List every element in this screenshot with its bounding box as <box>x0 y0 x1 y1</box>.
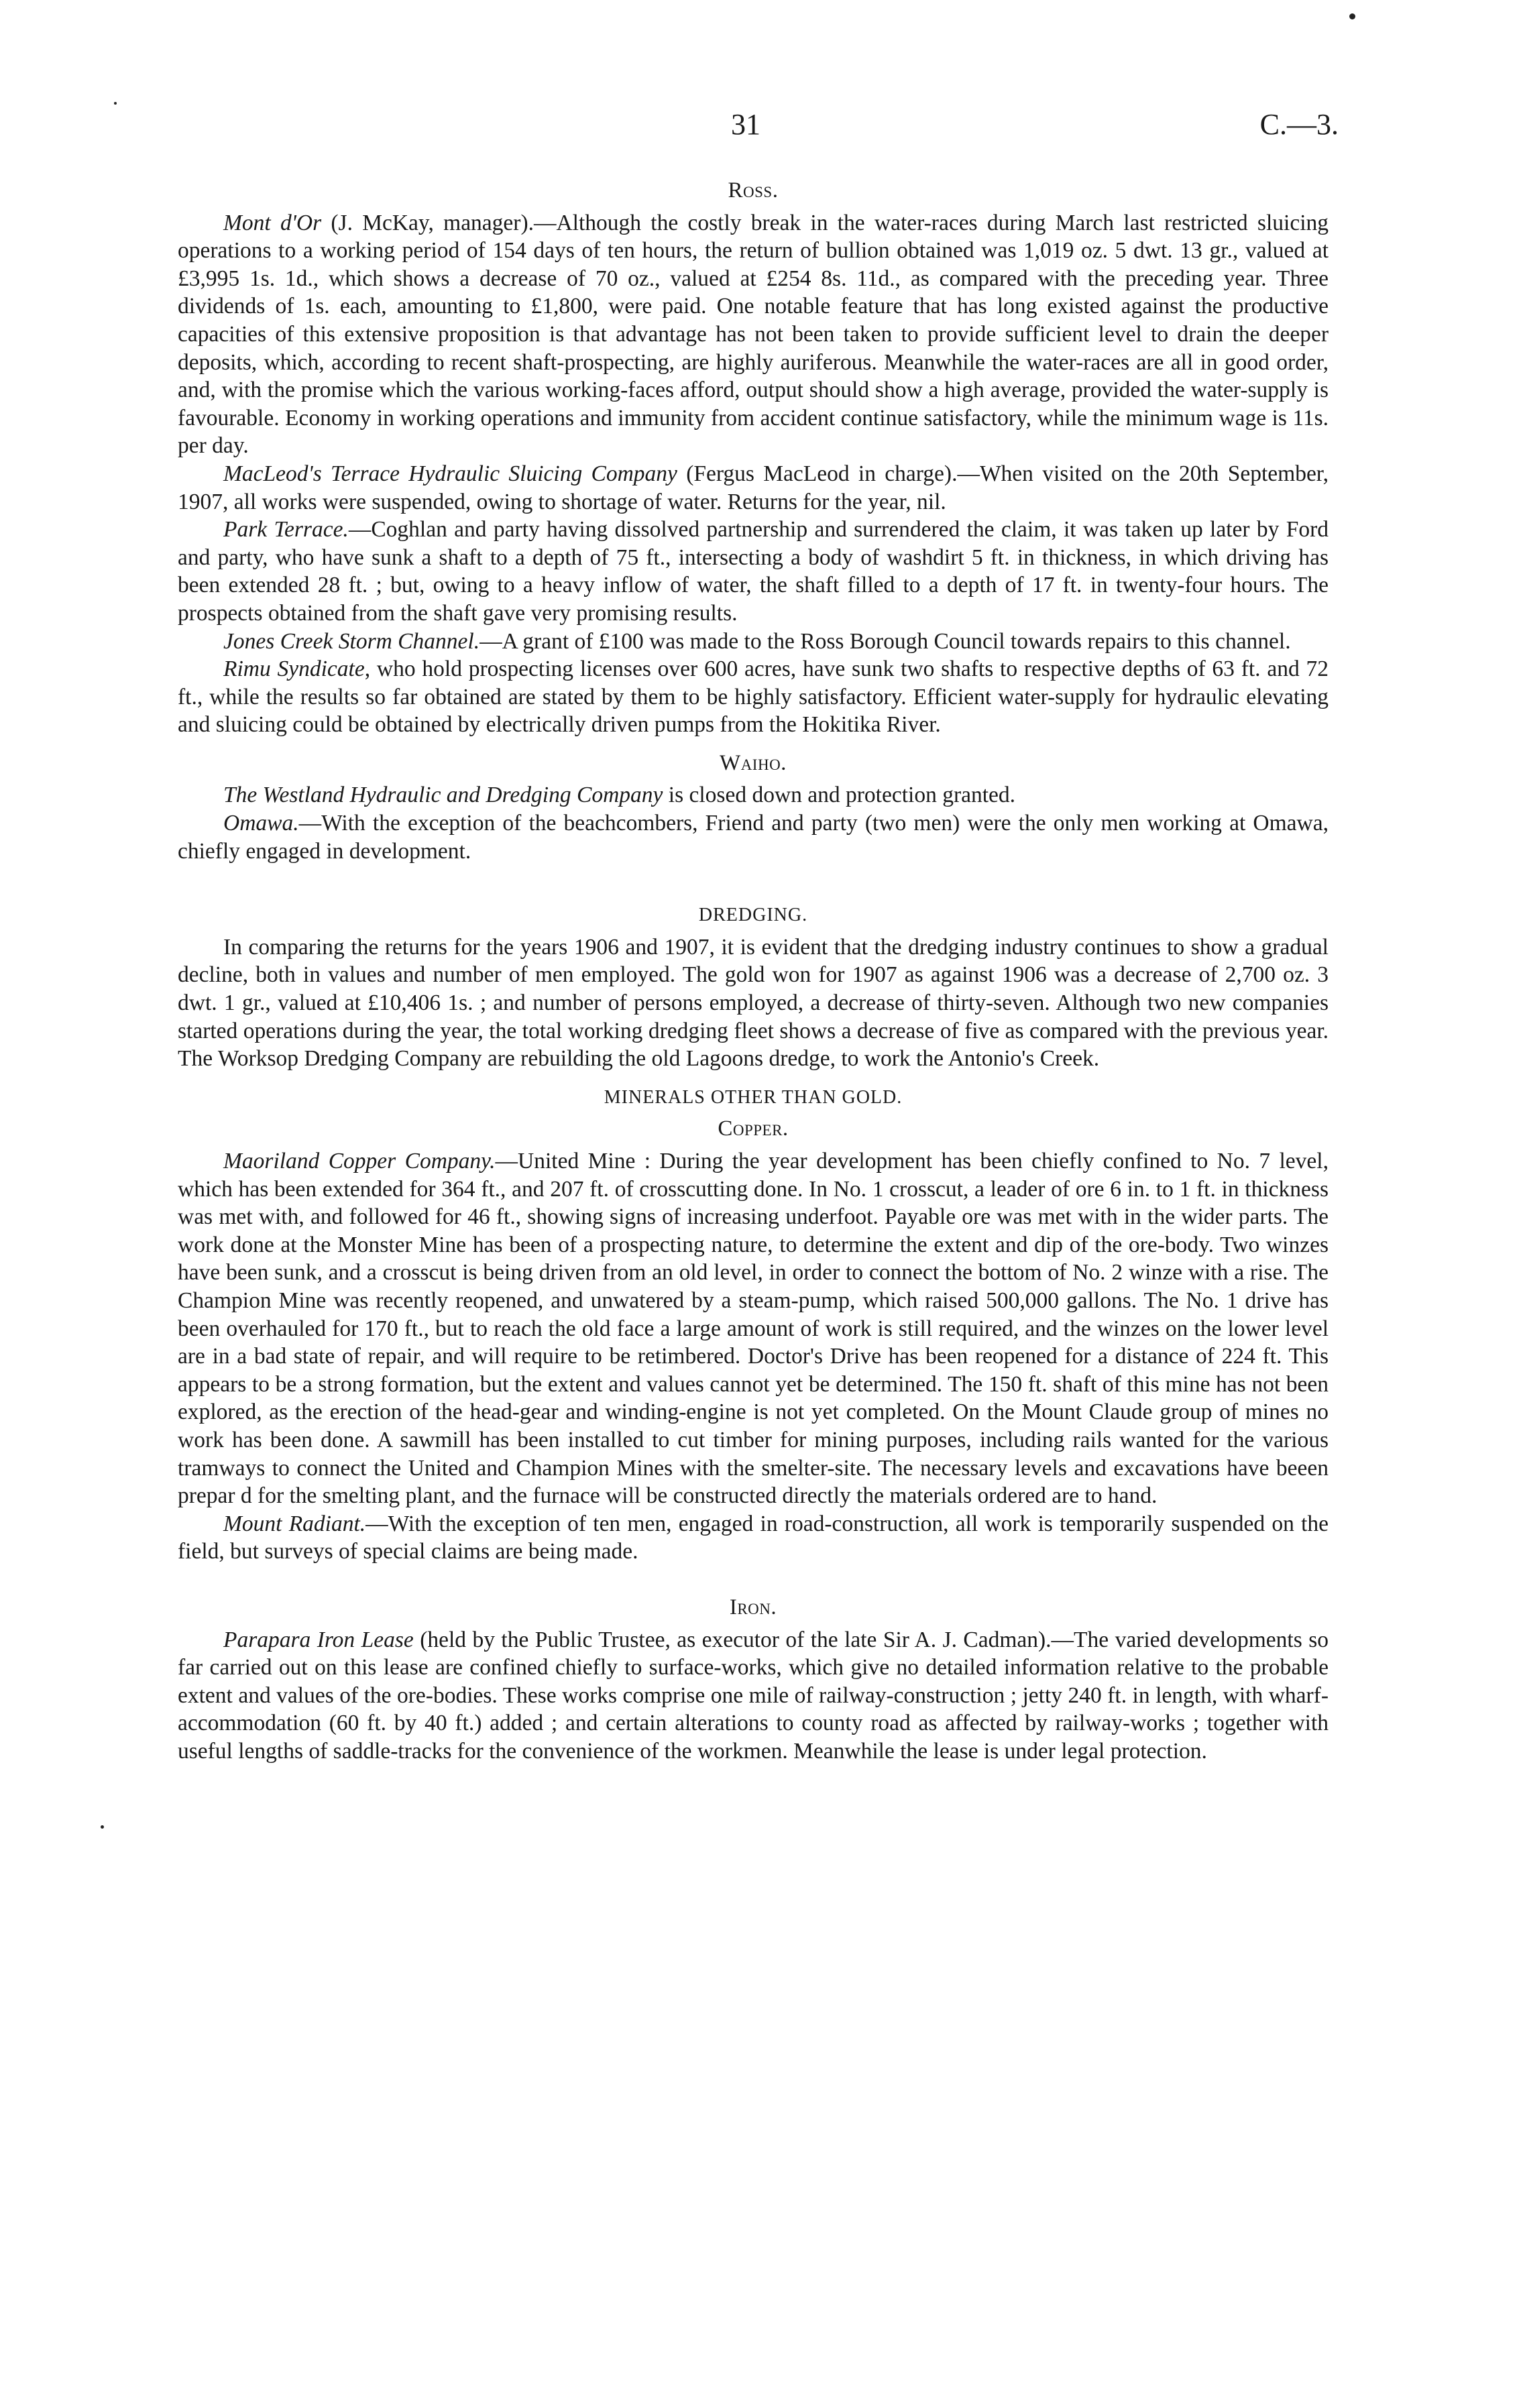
scan-speck <box>101 1825 104 1829</box>
section-heading-waiho: Waiho. <box>720 750 787 775</box>
paragraph-text: —With the exception of ten men, engaged in road-construction, all work is temporarily suspended on the field, but surveys of special claims are being made. <box>178 1511 1329 1564</box>
document-body <box>178 176 1329 1765</box>
section-heading-iron: Iron. <box>729 1595 777 1619</box>
paragraph <box>178 460 1329 516</box>
paragraph-text: (J. McKay, manager).—Although the costly break in the water-races during March last restricted sluicing operations to a working period of 154 days of ten hours, the return of bullion obtained was 1,019 oz. 5 dwt. 13 gr., valued at £3,995 1s. 1d., which shows a decrease of 70 oz., valued at £254 8s. 11d., as compared with the preceding year. Three dividends of 1s. each, amounting to £1,800, were paid. One notable feature that has long existed against the productive capacities of this extensive proposition is that advantage has not been taken to provide sufficient level to drain the deeper deposits, which, according to recent shaft-prospecting, are highly auriferous. Meanwhile the water-races are all in good order, and, with the promise which the various working-faces afford, output should show a high average, provided the water-supply is favourable. Economy in working operations and immunity from accident continue satisfactory, while the minimum wage is 11s. per day. <box>178 210 1329 459</box>
paragraph-lead: Omawa. <box>223 811 299 836</box>
page-header <box>0 107 1521 154</box>
paragraph-lead: Rimu Syndicate <box>223 656 365 682</box>
section-heading-minerals: MINERALS OTHER THAN GOLD. <box>604 1086 903 1108</box>
scan-speck <box>1349 13 1355 19</box>
paragraph-text: (held by the Public Trustee, as executor of the late Sir A. J. Cadman).—The varied developments so far carried out on this lease are confined chiefly to surface-works, which give no detailed information relative to the probable extent and values of the ore-bodies. These works comprise one mile of railway-construction ; jetty 240 ft. in length, with wharf-accommodation (60 ft. by 40 ft.) added ; and certain alterations to county road as affected by railway-works ; together with useful lengths of saddle-tracks for the convenience of the workmen. Meanwhile the lease is under legal protection. <box>178 1627 1329 1764</box>
paragraph <box>178 781 1329 809</box>
paragraph-lead: MacLeod's Terrace Hydraulic Sluicing Company <box>223 461 677 486</box>
page-reference: C.—3. <box>1259 108 1339 141</box>
paragraph-text: —Coghlan and party having dissolved partnership and surrendered the claim, it was taken up later by Ford and party, who have sunk a shaft to a depth of 75 ft., intersecting a body of washdirt 5 ft. in thickness, in which driving has been extended 28 ft. ; but, owing to a heavy inflow of water, the shaft filled to a depth of 17 ft. in twenty-four hours. The prospects obtained from the shaft gave very promising results. <box>178 517 1329 626</box>
paragraph-lead: The Westland Hydraulic and Dredging Company <box>223 783 663 808</box>
paragraph-lead: Mont d'Or <box>223 210 322 235</box>
paragraph-text: —A grant of £100 was made to the Ross Borough Council towards repairs to this channel. <box>480 628 1291 654</box>
paragraph-lead: Mount Radiant. <box>223 1511 366 1536</box>
paragraph-text: (Fergus MacLeod in charge).—When visited on the 20th September, 1907, all works were suspended, owing to shortage of water. Returns for the year, nil. <box>178 461 1329 514</box>
paragraph-text: In comparing the returns for the years 1906 and 1907, it is evident that the dredging industry continues to show a gradual decline, both in values and number of men employed. The gold won for 1907 as against 1906 was a decrease of 2,700 oz. 3 dwt. 1 gr., valued at £10,406 1s. ; and number of persons employed, a decrease of thirty-seven. Although two new companies started operations during the year, the total working dredging fleet shows a decrease of five as compared with the previous year. The Worksop Dredging Company are rebuilding the old Lagoons dredge, to work the Antonio's Creek. <box>178 934 1329 1072</box>
paragraph-text: —United Mine : During the year development has been chiefly confined to No. 7 level, which has been extended for 364 ft., and 207 ft. of crosscutting done. In No. 1 crosscut, a leader of ore 6 in. to 1 ft. in thickness was met with, and followed for 46 ft., showing signs of increasing underfoot. Payable ore was met with in the wider parts. The work done at the Monster Mine has been of a prospecting nature, to determine the extent and dip of the ore-body. Two winzes have been sunk, and a crosscut is being driven from an old level, in order to connect the bottom of No. 2 winze with a rise. The Champion Mine was recently reopened, and unwatered by a steam-pump, which raised 500,000 gallons. The No. 1 drive has been overhauled for 170 ft., but to reach the old face a large amount of work is still required, and the winzes on the lower level are in a bad state of repair, and will require to be retimbered. Doctor's Drive has been reopened for a distance of 224 ft. This appears to be a strong formation, but the extent and values cannot yet be determined. The 150 ft. shaft of this mine has not been explored, as the erection of the head-gear and winding-engine is not yet completed. On the Mount Claude group of mines no work has been done. A sawmill has been installed to cut timber for mining purposes, including rails wanted for the various tramways to connect the United and Champion Mines with the smelter-site. The necessary levels and excavations have beeen prepar d for the smelting plant, and the furnace will be constructed directly the materials ordered are to hand. <box>178 1149 1329 1509</box>
paragraph-lead: Maoriland Copper Company. <box>223 1149 496 1173</box>
paragraph-lead: Parapara Iron Lease <box>223 1627 414 1652</box>
paragraph <box>178 809 1329 865</box>
paragraph-text: —With the exception of the beachcombers, Friend and party (two men) were the only men working at Omawa, chiefly engaged in development. <box>178 811 1329 864</box>
paragraph-text: is closed down and protection granted. <box>663 783 1016 808</box>
paragraph <box>178 1510 1329 1566</box>
subsection-heading-copper: Copper. <box>718 1116 789 1141</box>
paragraph <box>178 1626 1329 1766</box>
section-heading-ross: Ross. <box>728 178 779 203</box>
paragraph-lead: Jones Creek Storm Channel. <box>223 628 480 654</box>
paragraph <box>178 933 1329 1073</box>
paragraph <box>178 1147 1329 1510</box>
page-number: 31 <box>731 108 760 141</box>
scan-speck <box>114 102 117 105</box>
paragraph-lead: Park Terrace. <box>223 517 349 542</box>
paragraph <box>178 209 1329 460</box>
paragraph <box>178 628 1329 656</box>
paragraph <box>178 516 1329 627</box>
paragraph <box>178 655 1329 739</box>
paragraph-text: , who hold prospecting licenses over 600 acres, have sunk two shafts to respective depths of 63 ft. and 72 ft., while the results so far obtained are stated by them to be highly satisfactory. Efficient water-supply for hydraulic elevating and sluicing could be obtained by electrically driven pumps from the Hokitika River. <box>178 656 1329 738</box>
section-heading-dredging: DREDGING. <box>698 905 808 926</box>
